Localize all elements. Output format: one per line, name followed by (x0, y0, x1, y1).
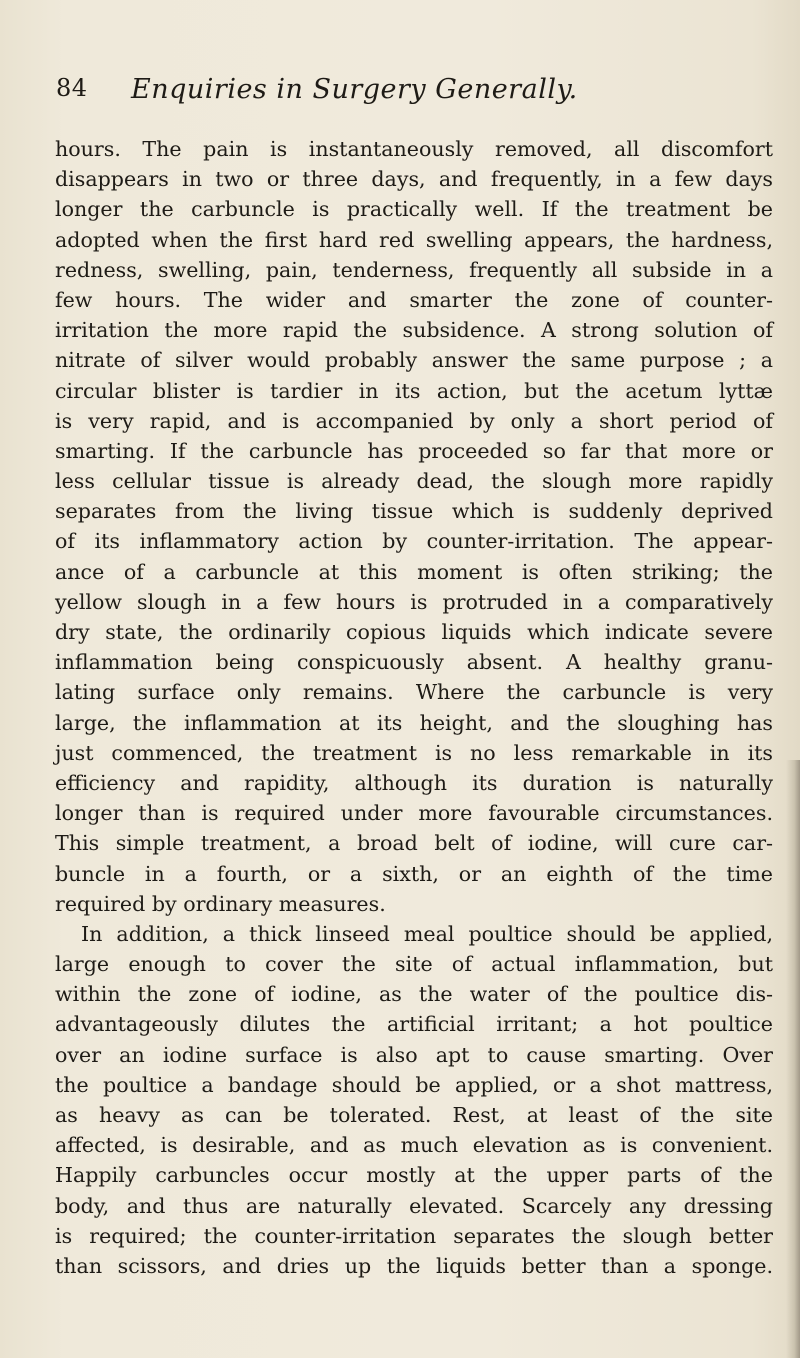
text-line: adopted when the first hard red swelling appears, the hardness, (55, 227, 773, 252)
text-line: This simple treatment, a broad belt of iodine, will cure car- (55, 831, 773, 856)
text-line: over an iodine surface is also apt to cause smarting. Over (55, 1042, 773, 1067)
text-line: longer the carbuncle is practically well. If the treatment be (55, 197, 773, 222)
page-header (56, 74, 776, 114)
paragraph-start-line: In addition, a thick linseed meal poultice should be applied, (81, 921, 773, 946)
text-line: separates from the living tissue which is suddenly deprived (55, 499, 773, 524)
text-line: within the zone of iodine, as the water of the poultice dis- (55, 982, 773, 1007)
text-line: yellow slough in a few hours is protruded in a comparatively (55, 589, 773, 614)
text-line: longer than is required under more favourable circumstances. (55, 801, 773, 826)
text-line: advantageously dilutes the artificial irritant; a hot poultice (55, 1012, 773, 1037)
text-line: affected, is desirable, and as much elevation as is convenient. (55, 1133, 773, 1158)
text-line: is very rapid, and is accompanied by only a short period of (55, 408, 773, 433)
text-line: disappears in two or three days, and frequently, in a few days (55, 167, 773, 192)
text-line: just commenced, the treatment is no less remarkable in its (55, 740, 773, 765)
text-line: the poultice a bandage should be applied, or a shot mattress, (55, 1072, 773, 1097)
text-line: large enough to cover the site of actual inflammation, but (55, 952, 773, 977)
text-line: body, and thus are naturally elevated. Scarcely any dressing (55, 1193, 773, 1218)
text-line: nitrate of silver would probably answer the same purpose ; a (55, 348, 773, 373)
text-line: buncle in a fourth, or a sixth, or an eighth of the time (55, 861, 773, 886)
text-line: irritation the more rapid the subsidence. A strong solution of (55, 318, 773, 343)
running-title: Enquiries in Surgery Generally. (131, 74, 578, 105)
text-line: hours. The pain is instantaneously removed, all discomfort (55, 137, 773, 161)
text-line: smarting. If the carbuncle has proceeded so far that more or (55, 438, 773, 463)
page-edge-shadow (786, 760, 800, 1358)
text-line: ance of a carbuncle at this moment is often striking; the (55, 559, 773, 584)
text-line: circular blister is tardier in its action, but the acetum lyttæ (55, 378, 773, 403)
text-line: Happily carbuncles occur mostly at the upper parts of the (55, 1163, 773, 1188)
text-line: as heavy as can be tolerated. Rest, at least of the site (55, 1103, 773, 1127)
body-text (55, 134, 773, 1281)
text-line: efficiency and rapidity, although its duration is naturally (55, 770, 773, 795)
text-line: than scissors, and dries up the liquids better than a sponge. (55, 1253, 773, 1278)
text-line: dry state, the ordinarily copious liquids which indicate severe (55, 620, 773, 644)
text-line: is required; the counter-irritation separates the slough better (55, 1223, 773, 1248)
page-number: 84 (56, 74, 88, 102)
text-line: few hours. The wider and smarter the zone of counter- (55, 287, 773, 312)
text-line: large, the inflammation at its height, and the sloughing has (55, 710, 773, 735)
text-line: of its inflammatory action by counter-irritation. The appear- (55, 529, 773, 554)
text-line: lating surface only remains. Where the carbuncle is very (55, 680, 773, 705)
text-line: redness, swelling, pain, tenderness, frequently all subside in a (55, 257, 773, 282)
text-line: less cellular tissue is already dead, the slough more rapidly (55, 469, 773, 494)
text-line: inflammation being conspicuously absent. A healthy granu- (55, 650, 773, 675)
paragraph-end-line: required by ordinary measures. (55, 891, 386, 916)
